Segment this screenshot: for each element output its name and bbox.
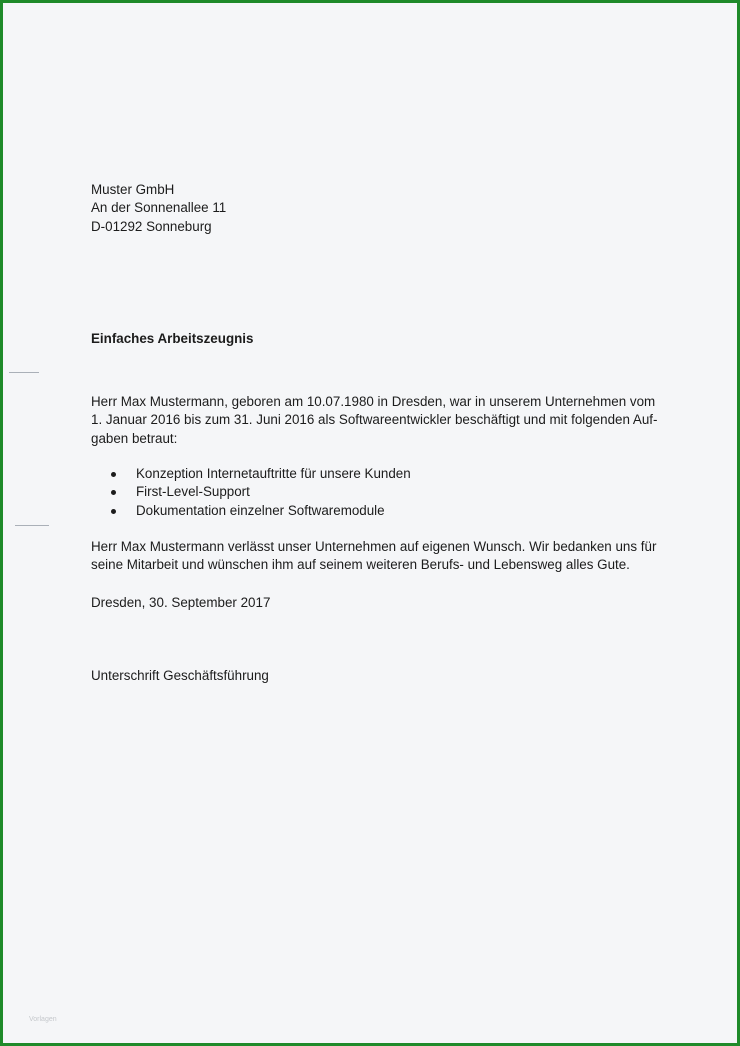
- fold-mark-top: [9, 372, 39, 373]
- signature-line: Unterschrift Geschäftsführung: [91, 668, 269, 683]
- document-title: Einfaches Arbeitszeugnis: [91, 331, 254, 346]
- fold-mark-bottom: [15, 525, 49, 526]
- intro-line: Herr Max Mustermann, geboren am 10.07.1980 in Dresden, war in unserem Unternehmen vom: [91, 394, 656, 409]
- closing-line: seine Mitarbeit und wünschen ihm auf seinem weiteren Berufs- und Lebensweg alles Gute.: [91, 557, 630, 573]
- task-list: [91, 465, 411, 520]
- sender-address: [91, 181, 226, 236]
- task-item: [91, 465, 411, 483]
- task-text: Konzeption Internetauftritte für unsere Kunden: [136, 466, 411, 481]
- task-text: First-Level-Support: [136, 484, 250, 500]
- intro-paragraph: [91, 393, 681, 448]
- intro-line: gaben betraut:: [91, 430, 178, 446]
- closing-paragraph: [91, 538, 681, 575]
- sender-street: An der Sonnenallee 11: [91, 200, 227, 216]
- closing-line: Herr Max Mustermann verlässt unser Unternehmen auf eigenen Wunsch. Wir bedanken uns für: [91, 539, 657, 554]
- task-item: [91, 483, 411, 501]
- bullet-icon: [111, 490, 116, 495]
- bullet-icon: [111, 509, 116, 514]
- task-item: [91, 502, 411, 520]
- sender-company: Muster GmbH: [91, 182, 175, 197]
- bullet-icon: [111, 472, 116, 477]
- task-text: Dokumentation einzelner Softwaremodule: [136, 502, 385, 518]
- sender-city: D-01292 Sonneburg: [91, 218, 212, 234]
- intro-line: 1. Januar 2016 bis zum 31. Juni 2016 als Softwareentwickler beschäftigt und mit folgenden Auf-: [91, 412, 658, 428]
- place-date: Dresden, 30. September 2017: [91, 595, 271, 610]
- watermark: Vorlagen: [29, 1016, 57, 1023]
